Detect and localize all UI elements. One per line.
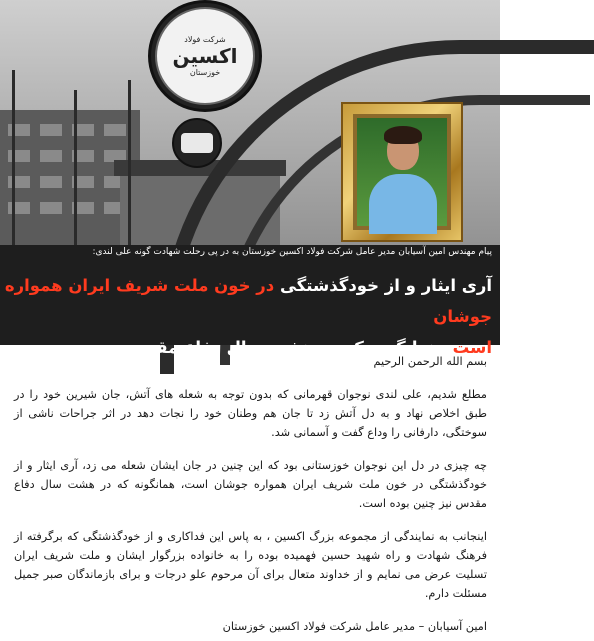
light-pole <box>12 70 15 250</box>
sign-bottom-text: خوزستان <box>189 68 221 77</box>
photo-caption: پیام مهندس امین آسیابان مدیر عامل شرکت فولاد اکسین خوزستان به در پی رحلت شهادت گونه علی لندی: <box>92 247 492 257</box>
portrait-photo <box>357 118 447 226</box>
paragraph-2: چه چیزی در دل این نوجوان خوزستانی بود که این چنین در جان ایشان شعله می زد، آری ایثار و از خودگذشتگی در خون ملت شریف ایران همواره جوشان است، همانگونه که در هشت سال دفاع مقدس نیز چنین بوده است. <box>14 459 487 510</box>
headline-line-1 <box>0 270 492 332</box>
signature: امین آسیابان – مدیر عامل شرکت فولاد اکسین خوزستان <box>222 620 487 633</box>
headline-highlight: در خون ملت شریف ایران همواره جوشان <box>4 276 492 326</box>
sign-main-text: اکسین <box>172 44 238 68</box>
company-logo-sign <box>172 118 222 168</box>
office-building <box>0 110 140 260</box>
company-sign <box>148 0 262 112</box>
light-pole <box>74 90 77 250</box>
light-pole <box>128 80 131 250</box>
headline-part: آری ایثار و از خودگذشتگی <box>274 276 492 295</box>
message-body <box>14 347 487 636</box>
basmala: بسم الله الرحمن الرحیم <box>373 355 487 368</box>
portrait-frame <box>341 102 463 242</box>
sign-top-text: شرکت فولاد <box>184 35 226 44</box>
headline-highlight: است <box>452 338 492 357</box>
paragraph-1: مطلع شدیم، علی لندی نوجوان قهرمانی که بدون توجه به شعله های آتش، جان شیرین خود را در طبق اخلاص نهاد و به دل آتش زد تا جان هم وطنان خود را نجات دهد در اثر جراحات ناشی از سوختگی، دارفانی را وداع گفت و آسمانی شد. <box>14 388 487 439</box>
headline-part: ، همانگونه که در هشت سال دفاع مقدس نیز چنین بوده است. <box>8 338 492 388</box>
paragraph-3: اینجانب به نمایندگی از مجموعه بزرگ اکسین ، به پاس این فداکاری و از خودگذشتگی که برگرفته از فرهنگ شهادت و راه شهید حسین فهمیده بوده را به خانواده بزرگوار ایشان و ملت شریف ایران تسلیت عرض می نمایم و از خداوند متعال برای آن مرحوم علو درجات و برای بازماندگان صبر جمیل مسئلت دارم. <box>14 530 487 600</box>
